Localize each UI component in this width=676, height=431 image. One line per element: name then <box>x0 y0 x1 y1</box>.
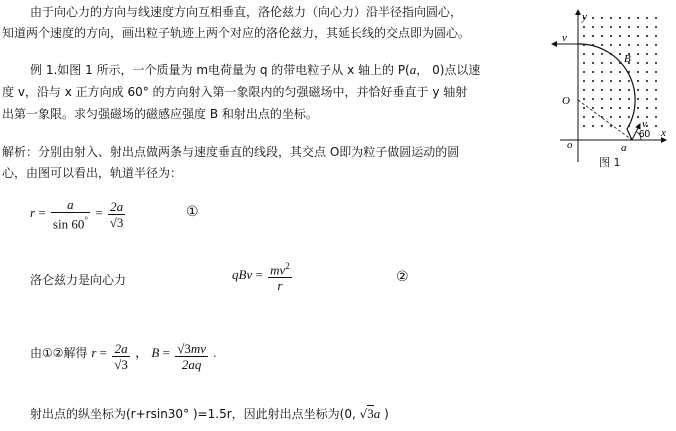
field-dot <box>601 107 603 109</box>
field-dot <box>637 35 639 37</box>
eq2-num-base: mv <box>270 262 286 278</box>
field-dot <box>628 17 630 19</box>
field-dot <box>583 62 585 64</box>
eq2-equals: = <box>255 267 263 283</box>
eq3-r-lhs: r <box>91 345 97 360</box>
final-radicand: 3 <box>367 406 374 421</box>
field-dot <box>637 107 639 109</box>
sqrt-icon: √ <box>177 341 185 356</box>
field-dot <box>592 71 594 73</box>
field-dot <box>619 17 621 19</box>
field-dot <box>610 98 612 100</box>
field-dot <box>628 89 630 91</box>
field-dot <box>637 53 639 55</box>
example-line-3: 出第一象限。求匀强磁场的磁感应强度 B 和射出点的坐标。 <box>2 107 318 121</box>
field-dot <box>583 80 585 82</box>
equation-marker-1: ① <box>186 204 199 220</box>
example-line-1 <box>30 62 480 78</box>
field-dot <box>637 44 639 46</box>
equation-result <box>91 341 217 372</box>
equation-marker-2: ② <box>396 269 409 285</box>
field-dot <box>646 89 648 91</box>
field-dot <box>583 116 585 118</box>
field-dot <box>601 89 603 91</box>
field-dot <box>592 98 594 100</box>
field-dot <box>655 98 657 100</box>
field-dot <box>619 89 621 91</box>
equation-lorentz <box>232 259 294 293</box>
field-dot <box>601 44 603 46</box>
eq3-comma: ， <box>135 345 149 360</box>
y-axis-label: y <box>582 11 587 23</box>
field-dot <box>610 107 612 109</box>
field-dot <box>592 125 594 127</box>
eq2-numerator <box>268 259 292 278</box>
field-dot <box>628 35 630 37</box>
field-dot <box>610 62 612 64</box>
field-dot <box>592 89 594 91</box>
derive-text: 由①②解得 <box>30 346 88 360</box>
final-var-a: a <box>373 406 381 421</box>
solution-line-1: 解析：分别由射入、射出点做两条与速度垂直的线段，其交点 O即为粒子做圆运动的圆 <box>2 145 460 159</box>
angle-label: 60 <box>639 129 651 140</box>
field-dot <box>646 44 648 46</box>
field-dot <box>610 116 612 118</box>
field-dot <box>619 44 621 46</box>
eq1-degree: ° <box>84 215 88 225</box>
field-dot <box>583 98 585 100</box>
x-axis-label: x <box>661 127 666 139</box>
eq3-b-num-rest: mv <box>190 341 207 356</box>
field-dot <box>610 17 612 19</box>
field-dot <box>619 98 621 100</box>
exit-velocity-label: v <box>562 32 567 44</box>
field-dot <box>646 71 648 73</box>
origin-label: o <box>567 139 573 151</box>
eq2-fraction <box>268 259 292 293</box>
eq1-frac1-numerator: a <box>51 197 90 213</box>
field-dot <box>583 26 585 28</box>
field-dot <box>592 80 594 82</box>
field-dot <box>610 89 612 91</box>
field-dot <box>583 89 585 91</box>
center-O-label: O <box>562 95 570 107</box>
field-dot <box>601 35 603 37</box>
eq3-b-fraction <box>175 341 208 372</box>
field-dot <box>646 17 648 19</box>
field-dot <box>655 44 657 46</box>
field-dot <box>592 17 594 19</box>
field-dot <box>583 107 585 109</box>
solution-line-2: 心，由图可以看出，轨道半径为： <box>2 166 183 180</box>
eq3-b-equals: = <box>162 345 170 360</box>
eq1-frac1-denominator <box>51 213 90 231</box>
field-dot <box>628 98 630 100</box>
eq3-r-radicand: 3 <box>121 357 128 372</box>
figure-1-diagram <box>548 4 672 172</box>
field-dot <box>646 26 648 28</box>
final-text: 射出点的纵坐标为(r+rsin30° )=1.5r，因此射出点坐标为(0, <box>30 407 356 421</box>
eq3-r-denominator <box>112 357 130 372</box>
field-dot <box>637 17 639 19</box>
field-dot <box>655 62 657 64</box>
field-dot <box>655 35 657 37</box>
field-dot <box>655 26 657 28</box>
eq2-lhs: qBv <box>232 267 253 283</box>
sqrt-icon: √ <box>114 357 122 372</box>
eq1-equals: = <box>38 205 46 221</box>
field-dot <box>655 107 657 109</box>
field-dot <box>637 116 639 118</box>
field-dot <box>619 125 621 127</box>
field-dot <box>646 80 648 82</box>
field-dot <box>637 71 639 73</box>
equation-radius <box>30 197 127 231</box>
field-dot <box>583 35 585 37</box>
field-dot <box>619 53 621 55</box>
field-dot <box>601 80 603 82</box>
final-close-paren: ) <box>384 407 389 421</box>
eq1-frac2-radicand: 3 <box>116 214 124 230</box>
eq2-denominator: r <box>277 278 283 294</box>
field-dot <box>583 71 585 73</box>
field-dot <box>601 62 603 64</box>
field-dot <box>592 53 594 55</box>
field-dot <box>601 26 603 28</box>
eq1-fraction-2 <box>108 199 126 230</box>
field-dot <box>610 71 612 73</box>
field-dot <box>601 98 603 100</box>
field-dot <box>619 80 621 82</box>
eq3-b-lhs: B <box>151 345 160 360</box>
eq1-frac1-den-text: sin 60 <box>52 216 85 232</box>
field-dot <box>628 26 630 28</box>
eq3-r-fraction <box>112 341 130 372</box>
field-dot <box>610 44 612 46</box>
eq2-num-exponent: 2 <box>285 261 290 271</box>
field-dot <box>637 98 639 100</box>
field-B-label: B <box>624 53 631 65</box>
point-a-label: a <box>621 142 627 154</box>
entry-velocity-label: v <box>642 118 647 130</box>
field-dot <box>628 80 630 82</box>
field-dot <box>583 125 585 127</box>
figure-caption: 图 1 <box>599 156 621 169</box>
field-dot <box>583 53 585 55</box>
sqrt-icon: √ <box>109 214 117 230</box>
field-dot <box>592 26 594 28</box>
final-coordinate-line <box>30 406 389 422</box>
eq1-lhs: r <box>30 205 36 221</box>
field-dot <box>601 125 603 127</box>
eq3-b-numerator <box>175 341 208 357</box>
field-dot <box>646 62 648 64</box>
field-dot <box>646 35 648 37</box>
field-dot <box>592 107 594 109</box>
field-dot <box>655 116 657 118</box>
field-dot <box>619 26 621 28</box>
field-dot <box>592 35 594 37</box>
radius-line <box>578 100 632 140</box>
field-dot <box>628 107 630 109</box>
field-dot <box>646 98 648 100</box>
field-dot <box>646 107 648 109</box>
derivation-line <box>30 341 217 372</box>
field-dot <box>601 116 603 118</box>
eq1-fraction-1 <box>51 197 90 231</box>
example-line-2: 度 v，沿与 x 正方向成 60° 的方向射入第一象限内的匀强磁场中，并恰好垂直于 y 轴射 <box>2 85 468 99</box>
example-text-b: ， 0)点以速 <box>416 63 481 77</box>
field-dot <box>637 89 639 91</box>
field-dot <box>655 125 657 127</box>
field-dot <box>601 17 603 19</box>
field-dot <box>655 71 657 73</box>
field-dot <box>619 35 621 37</box>
field-dot <box>610 35 612 37</box>
field-dot <box>637 62 639 64</box>
field-dot <box>655 17 657 19</box>
intro-line-1: 由于向心力的方向与线速度方向互相垂直，洛伦兹力（向心力）沿半径指向圆心， <box>30 5 463 19</box>
field-dot <box>601 71 603 73</box>
field-dot <box>610 26 612 28</box>
eq1-equals-2: = <box>95 205 103 221</box>
eq3-b-denominator: 2aq <box>181 357 202 372</box>
lorentz-statement: 洛仑兹力是向心力 <box>30 273 127 287</box>
field-dot <box>637 26 639 28</box>
field-dot <box>592 62 594 64</box>
field-dot <box>637 80 639 82</box>
field-dot <box>601 53 603 55</box>
field-dot <box>655 89 657 91</box>
magnetic-field-dots <box>583 17 657 127</box>
field-dot <box>619 116 621 118</box>
eq3-b-radicand: 3 <box>184 341 191 356</box>
field-dot <box>610 80 612 82</box>
example-text-a: 例 1.如图 1 所示，一个质量为 m电荷量为 q 的带电粒子从 x 轴上的 P( <box>30 63 410 77</box>
field-dot <box>619 71 621 73</box>
eq3-equals: = <box>99 345 108 360</box>
eq3-r-numerator: 2a <box>112 341 130 357</box>
eq1-frac2-numerator: 2a <box>108 199 126 215</box>
field-dot <box>628 44 630 46</box>
field-dot <box>655 80 657 82</box>
field-dot <box>655 53 657 55</box>
field-dot <box>619 107 621 109</box>
sqrt-icon: √ <box>359 407 368 421</box>
eq1-frac2-denominator <box>108 215 126 230</box>
field-dot <box>592 116 594 118</box>
field-dot <box>628 116 630 118</box>
eq3-period: . <box>213 345 217 360</box>
example-var-a: a <box>409 62 417 77</box>
intro-line-2: 知道两个速度的方向，画出粒子轨迹上两个对应的洛伦兹力，其延长线的交点即为圆心。 <box>2 26 471 40</box>
field-dot <box>646 53 648 55</box>
